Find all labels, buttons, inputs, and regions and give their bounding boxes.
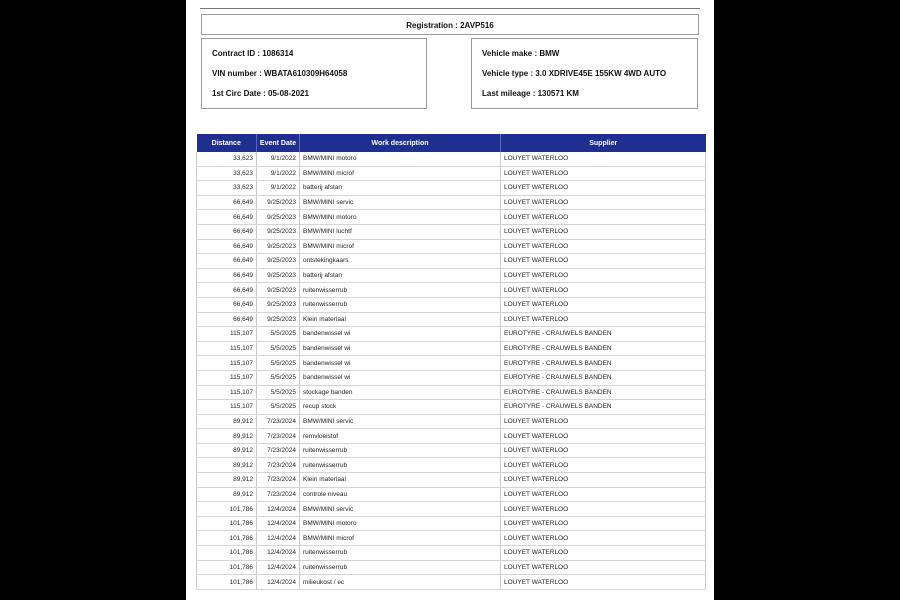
event-date-cell: 5/5/2025 bbox=[257, 370, 300, 385]
event-date-cell: 12/4/2024 bbox=[257, 575, 300, 590]
supplier-cell: LOUYET WATERLOO bbox=[501, 414, 706, 429]
event-date-cell: 7/23/2024 bbox=[257, 473, 300, 488]
work-description-cell: BMW/MINI microf bbox=[300, 239, 501, 254]
event-date-cell: 5/5/2025 bbox=[257, 327, 300, 342]
distance-cell: 89,912 bbox=[197, 429, 257, 444]
supplier-cell: LOUYET WATERLOO bbox=[501, 575, 706, 590]
event-date-cell: 9/25/2023 bbox=[257, 283, 300, 298]
table-row bbox=[197, 166, 706, 181]
vehicle-make: Vehicle make : BMW bbox=[482, 49, 560, 58]
event-date-cell: 9/25/2023 bbox=[257, 268, 300, 283]
distance-cell: 101,786 bbox=[197, 502, 257, 517]
table-row bbox=[197, 356, 706, 371]
event-date-cell: 9/25/2023 bbox=[257, 224, 300, 239]
supplier-cell: LOUYET WATERLOO bbox=[501, 546, 706, 561]
supplier-cell: EUROTYRE - CRAUWELS BANDEN bbox=[501, 385, 706, 400]
event-date-cell: 5/5/2025 bbox=[257, 341, 300, 356]
vehicle-type: Vehicle type : 3.0 XDRIVE45E 155KW 4WD AUTO bbox=[482, 69, 667, 78]
supplier-cell: LOUYET WATERLOO bbox=[501, 254, 706, 269]
distance-cell: 101,786 bbox=[197, 546, 257, 561]
event-date-cell: 9/25/2023 bbox=[257, 239, 300, 254]
table-row bbox=[197, 400, 706, 415]
supplier-cell: LOUYET WATERLOO bbox=[501, 152, 706, 166]
event-date-cell: 7/23/2024 bbox=[257, 414, 300, 429]
distance-cell: 89,912 bbox=[197, 414, 257, 429]
work-description-cell: batterij afstan bbox=[300, 268, 501, 283]
table-row bbox=[197, 487, 706, 502]
supplier-cell: EUROTYRE - CRAUWELS BANDEN bbox=[501, 327, 706, 342]
maintenance-table bbox=[196, 134, 706, 590]
header-work-description: Work description bbox=[300, 134, 501, 152]
work-description-cell: Klein materiaal bbox=[300, 312, 501, 327]
table-row bbox=[197, 312, 706, 327]
table-header-row bbox=[197, 134, 706, 152]
distance-cell: 66,649 bbox=[197, 195, 257, 210]
distance-cell: 66,649 bbox=[197, 268, 257, 283]
distance-cell: 66,649 bbox=[197, 224, 257, 239]
supplier-cell: EUROTYRE - CRAUWELS BANDEN bbox=[501, 341, 706, 356]
vin-number: VIN number : WBATA610309H64058 bbox=[212, 69, 348, 78]
event-date-cell: 12/4/2024 bbox=[257, 531, 300, 546]
table-row bbox=[197, 575, 706, 590]
distance-cell: 89,912 bbox=[197, 487, 257, 502]
supplier-cell: LOUYET WATERLOO bbox=[501, 239, 706, 254]
work-description-cell: ruitenwisserrub bbox=[300, 560, 501, 575]
distance-cell: 101,786 bbox=[197, 575, 257, 590]
event-date-cell: 9/25/2023 bbox=[257, 312, 300, 327]
distance-cell: 66,649 bbox=[197, 312, 257, 327]
table-row bbox=[197, 531, 706, 546]
work-description-cell: ruitenwisserrub bbox=[300, 297, 501, 312]
contract-id: Contract ID : 1086314 bbox=[212, 49, 294, 58]
distance-cell: 89,912 bbox=[197, 458, 257, 473]
table-row bbox=[197, 239, 706, 254]
supplier-cell: LOUYET WATERLOO bbox=[501, 443, 706, 458]
event-date-cell: 12/4/2024 bbox=[257, 502, 300, 517]
table-row bbox=[197, 560, 706, 575]
table-row bbox=[197, 283, 706, 298]
table-row bbox=[197, 327, 706, 342]
table-row bbox=[197, 546, 706, 561]
supplier-cell: EUROTYRE - CRAUWELS BANDEN bbox=[501, 400, 706, 415]
work-description-cell: ontstekingkaars bbox=[300, 254, 501, 269]
table-row bbox=[197, 429, 706, 444]
supplier-cell: LOUYET WATERLOO bbox=[501, 429, 706, 444]
work-description-cell: BMW/MINI motoro bbox=[300, 152, 501, 166]
supplier-cell: EUROTYRE - CRAUWELS BANDEN bbox=[501, 370, 706, 385]
document-page bbox=[186, 0, 714, 600]
work-description-cell: ruitenwisserrub bbox=[300, 283, 501, 298]
work-description-cell: BMW/MINI microf bbox=[300, 166, 501, 181]
registration-label: Registration : 2AVP516 bbox=[406, 21, 494, 30]
distance-cell: 33,623 bbox=[197, 166, 257, 181]
supplier-cell: LOUYET WATERLOO bbox=[501, 312, 706, 327]
work-description-cell: bandenwissel wi bbox=[300, 341, 501, 356]
supplier-cell: LOUYET WATERLOO bbox=[501, 516, 706, 531]
distance-cell: 66,649 bbox=[197, 297, 257, 312]
work-description-cell: batterij afstan bbox=[300, 181, 501, 196]
supplier-cell: LOUYET WATERLOO bbox=[501, 181, 706, 196]
work-description-cell: milieukost / ec bbox=[300, 575, 501, 590]
top-divider bbox=[200, 8, 700, 9]
work-description-cell: BMW/MINI servic bbox=[300, 195, 501, 210]
table-row bbox=[197, 152, 706, 166]
table-row bbox=[197, 370, 706, 385]
work-description-cell: BMW/MINI servic bbox=[300, 414, 501, 429]
table-row bbox=[197, 224, 706, 239]
event-date-cell: 9/1/2022 bbox=[257, 166, 300, 181]
table-row bbox=[197, 268, 706, 283]
table-row bbox=[197, 210, 706, 225]
header-distance: Distance bbox=[197, 134, 257, 152]
supplier-cell: LOUYET WATERLOO bbox=[501, 458, 706, 473]
work-description-cell: ruitenwisserrub bbox=[300, 458, 501, 473]
supplier-cell: LOUYET WATERLOO bbox=[501, 560, 706, 575]
event-date-cell: 7/23/2024 bbox=[257, 458, 300, 473]
header-supplier: Supplier bbox=[501, 134, 706, 152]
event-date-cell: 5/5/2025 bbox=[257, 356, 300, 371]
distance-cell: 115,107 bbox=[197, 370, 257, 385]
table-row bbox=[197, 341, 706, 356]
distance-cell: 33,623 bbox=[197, 181, 257, 196]
event-date-cell: 7/23/2024 bbox=[257, 443, 300, 458]
event-date-cell: 12/4/2024 bbox=[257, 516, 300, 531]
distance-cell: 115,107 bbox=[197, 356, 257, 371]
work-description-cell: stockage banden bbox=[300, 385, 501, 400]
distance-cell: 101,786 bbox=[197, 531, 257, 546]
table-row bbox=[197, 181, 706, 196]
event-date-cell: 9/25/2023 bbox=[257, 195, 300, 210]
first-circ-date: 1st Circ Date : 05-08-2021 bbox=[212, 89, 309, 98]
distance-cell: 89,912 bbox=[197, 473, 257, 488]
supplier-cell: LOUYET WATERLOO bbox=[501, 473, 706, 488]
work-description-cell: bandenwissel wi bbox=[300, 327, 501, 342]
work-description-cell: BMW/MINI motoro bbox=[300, 516, 501, 531]
table-row bbox=[197, 473, 706, 488]
event-date-cell: 9/1/2022 bbox=[257, 152, 300, 166]
distance-cell: 115,107 bbox=[197, 400, 257, 415]
table-row bbox=[197, 414, 706, 429]
supplier-cell: LOUYET WATERLOO bbox=[501, 487, 706, 502]
event-date-cell: 9/25/2023 bbox=[257, 297, 300, 312]
event-date-cell: 7/23/2024 bbox=[257, 429, 300, 444]
event-date-cell: 5/5/2025 bbox=[257, 400, 300, 415]
table-row bbox=[197, 502, 706, 517]
supplier-cell: LOUYET WATERLOO bbox=[501, 195, 706, 210]
header-event-date: Event Date bbox=[257, 134, 300, 152]
event-date-cell: 9/25/2023 bbox=[257, 210, 300, 225]
supplier-cell: LOUYET WATERLOO bbox=[501, 297, 706, 312]
supplier-cell: LOUYET WATERLOO bbox=[501, 283, 706, 298]
work-description-cell: BMW/MINI luchtf bbox=[300, 224, 501, 239]
supplier-cell: LOUYET WATERLOO bbox=[501, 531, 706, 546]
event-date-cell: 12/4/2024 bbox=[257, 560, 300, 575]
distance-cell: 66,649 bbox=[197, 210, 257, 225]
table-row bbox=[197, 516, 706, 531]
event-date-cell: 5/5/2025 bbox=[257, 385, 300, 400]
vehicle-info-box bbox=[471, 38, 698, 109]
distance-cell: 66,649 bbox=[197, 254, 257, 269]
work-description-cell: BMW/MINI motoro bbox=[300, 210, 501, 225]
work-description-cell: remvloeistof bbox=[300, 429, 501, 444]
event-date-cell: 12/4/2024 bbox=[257, 546, 300, 561]
contract-info-box bbox=[201, 38, 427, 109]
distance-cell: 66,649 bbox=[197, 283, 257, 298]
supplier-cell: LOUYET WATERLOO bbox=[501, 166, 706, 181]
table-row bbox=[197, 195, 706, 210]
table-row bbox=[197, 458, 706, 473]
supplier-cell: LOUYET WATERLOO bbox=[501, 224, 706, 239]
work-description-cell: BMW/MINI microf bbox=[300, 531, 501, 546]
event-date-cell: 7/23/2024 bbox=[257, 487, 300, 502]
work-description-cell: BMW/MINI servic bbox=[300, 502, 501, 517]
distance-cell: 101,786 bbox=[197, 560, 257, 575]
table-row bbox=[197, 297, 706, 312]
table-row bbox=[197, 385, 706, 400]
distance-cell: 33,623 bbox=[197, 152, 257, 166]
supplier-cell: LOUYET WATERLOO bbox=[501, 268, 706, 283]
table-row bbox=[197, 443, 706, 458]
work-description-cell: ruitenwisserrub bbox=[300, 443, 501, 458]
distance-cell: 89,912 bbox=[197, 443, 257, 458]
work-description-cell: bandenwissel wi bbox=[300, 356, 501, 371]
supplier-cell: LOUYET WATERLOO bbox=[501, 210, 706, 225]
work-description-cell: ruitenwisserrub bbox=[300, 546, 501, 561]
work-description-cell: controle niveau bbox=[300, 487, 501, 502]
table-row bbox=[197, 254, 706, 269]
work-description-cell: Klein materiaal bbox=[300, 473, 501, 488]
work-description-cell: recup stock bbox=[300, 400, 501, 415]
registration-box bbox=[201, 14, 699, 35]
distance-cell: 115,107 bbox=[197, 327, 257, 342]
distance-cell: 101,786 bbox=[197, 516, 257, 531]
supplier-cell: LOUYET WATERLOO bbox=[501, 502, 706, 517]
event-date-cell: 9/25/2023 bbox=[257, 254, 300, 269]
distance-cell: 115,107 bbox=[197, 385, 257, 400]
event-date-cell: 9/1/2022 bbox=[257, 181, 300, 196]
last-mileage: Last mileage : 130571 KM bbox=[482, 89, 579, 98]
distance-cell: 115,107 bbox=[197, 341, 257, 356]
distance-cell: 66,649 bbox=[197, 239, 257, 254]
work-description-cell: bandenwissel wi bbox=[300, 370, 501, 385]
supplier-cell: EUROTYRE - CRAUWELS BANDEN bbox=[501, 356, 706, 371]
